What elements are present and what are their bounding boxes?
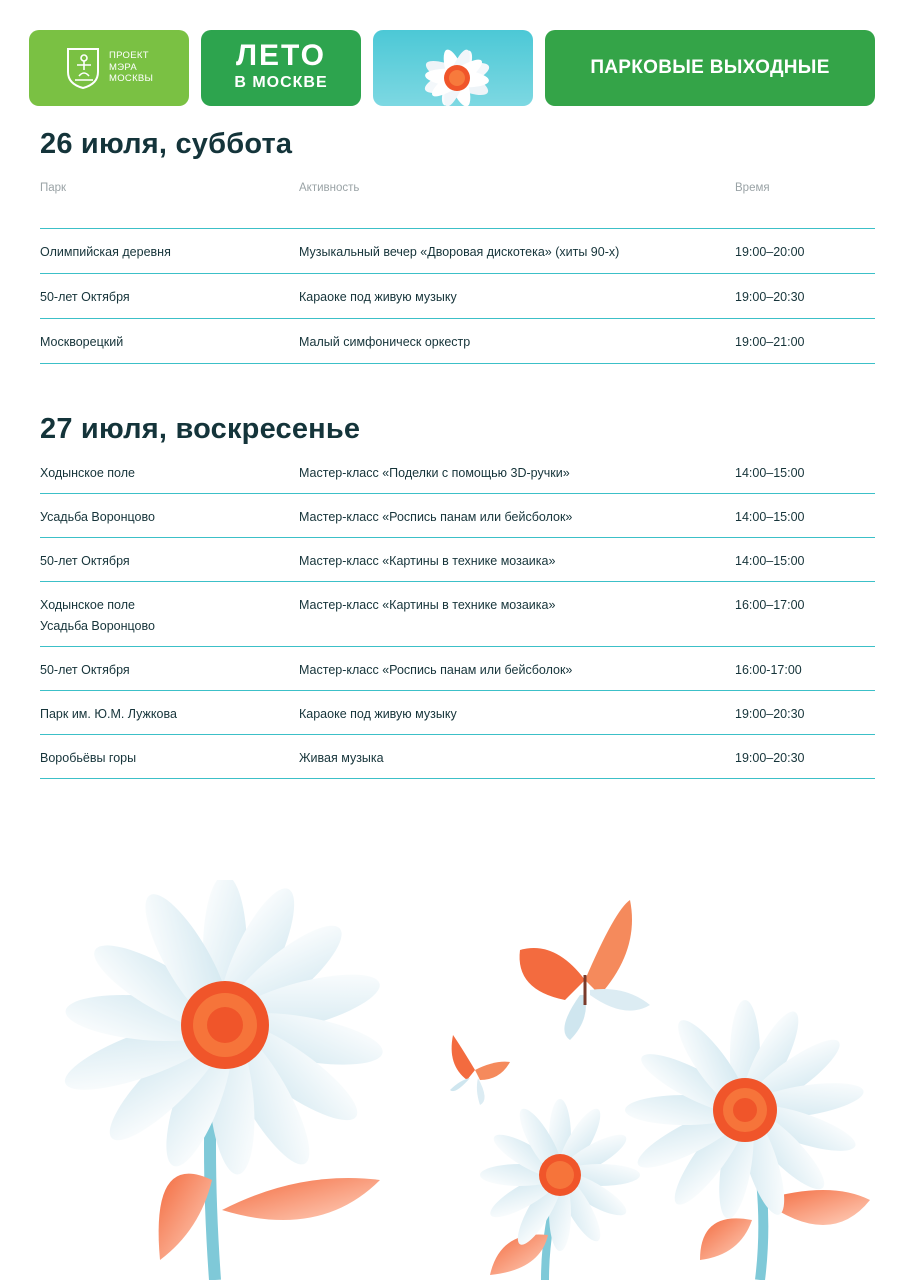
park-cell: 50-лет Октября xyxy=(40,554,130,568)
activity-cell: Мастер-класс «Картины в технике мозаика» xyxy=(299,598,556,612)
table-row xyxy=(40,538,875,582)
table-row xyxy=(40,691,875,735)
time-cell: 16:00-17:00 xyxy=(735,663,802,677)
time-cell: 19:00–20:30 xyxy=(735,707,805,721)
table-header xyxy=(40,182,875,228)
day1-table xyxy=(40,182,875,364)
activity-cell: Караоке под живую музыку xyxy=(299,290,457,304)
park-cell: 50-лет Октября xyxy=(40,663,130,677)
day1-title: 26 июля, суббота xyxy=(40,128,293,160)
project-line: МОСКВЫ xyxy=(109,73,154,84)
park-cell: Усадьба Воронцово xyxy=(40,510,155,524)
logo-word: ЛЕТО xyxy=(236,39,326,72)
daisy-illustration xyxy=(373,30,533,106)
table-row xyxy=(40,274,875,319)
table-row xyxy=(40,494,875,538)
activity-cell: Малый симфоническ оркестр xyxy=(299,335,471,349)
park-cell: Олимпийская деревня xyxy=(40,245,171,259)
time-cell: 14:00–15:00 xyxy=(735,510,805,524)
column-header-activity: Активность xyxy=(299,182,360,194)
activity-cell: Караоке под живую музыку xyxy=(299,707,457,721)
project-line: ПРОЕКТ xyxy=(109,50,149,61)
flower-tile xyxy=(373,30,533,106)
table-row xyxy=(40,319,875,364)
time-cell: 14:00–15:00 xyxy=(735,466,805,480)
page-title: ПАРКОВЫЕ ВЫХОДНЫЕ xyxy=(590,57,830,78)
leto-v-moskve-logo xyxy=(201,30,361,106)
table-row xyxy=(40,647,875,691)
park-cell: Парк им. Ю.М. Лужкова xyxy=(40,707,177,721)
time-cell: 19:00–20:30 xyxy=(735,290,805,304)
butterfly-illustration xyxy=(520,900,650,1040)
activity-cell: Мастер-класс «Роспись панам или бейсболок» xyxy=(299,510,573,524)
mayor-project-logo xyxy=(29,30,189,106)
project-text xyxy=(109,50,187,85)
activity-cell: Мастер-класс «Поделки с помощью 3D-ручки» xyxy=(299,466,570,480)
park-cell xyxy=(40,598,155,633)
logo-subword: В МОСКВЕ xyxy=(234,74,328,91)
day2-table xyxy=(40,450,875,779)
activity-cell: Живая музыка xyxy=(299,751,384,765)
time-cell: 16:00–17:00 xyxy=(735,598,805,612)
park-cell: Москворецкий xyxy=(40,335,124,349)
table-row xyxy=(40,229,875,274)
park-name: Усадьба Воронцово xyxy=(40,619,155,633)
table-row xyxy=(40,582,875,647)
park-cell: Ходынское поле xyxy=(40,466,135,480)
project-line: МЭРА xyxy=(109,61,137,73)
activity-cell: Музыкальный вечер «Дворовая дискотека» (хиты 90-х) xyxy=(299,245,620,259)
day2-title: 27 июля, воскресенье xyxy=(40,413,361,445)
time-cell: 19:00–21:00 xyxy=(735,335,805,349)
title-tile xyxy=(545,30,875,106)
daisy-illustration xyxy=(58,880,387,1280)
park-cell: Воробьёвы горы xyxy=(40,751,137,765)
park-name: Ходынское поле xyxy=(40,598,135,612)
column-header-time: Время xyxy=(735,182,770,194)
time-cell: 19:00–20:00 xyxy=(735,245,805,259)
daisy-illustration xyxy=(480,1099,640,1280)
column-header-park: Парк xyxy=(40,182,67,194)
time-cell: 19:00–20:30 xyxy=(735,751,805,765)
daisy-illustration xyxy=(625,1000,870,1280)
butterfly-illustration xyxy=(450,1035,510,1105)
header-banner xyxy=(29,30,875,106)
activity-cell: Мастер-класс «Картины в технике мозаика» xyxy=(299,554,556,568)
park-cell: 50-лет Октября xyxy=(40,290,130,304)
moscow-emblem-icon xyxy=(65,46,101,90)
table-row xyxy=(40,450,875,494)
flowers-illustration xyxy=(0,880,904,1280)
table-row xyxy=(40,735,875,779)
time-cell: 14:00–15:00 xyxy=(735,554,805,568)
activity-cell: Мастер-класс «Роспись панам или бейсболок» xyxy=(299,663,573,677)
